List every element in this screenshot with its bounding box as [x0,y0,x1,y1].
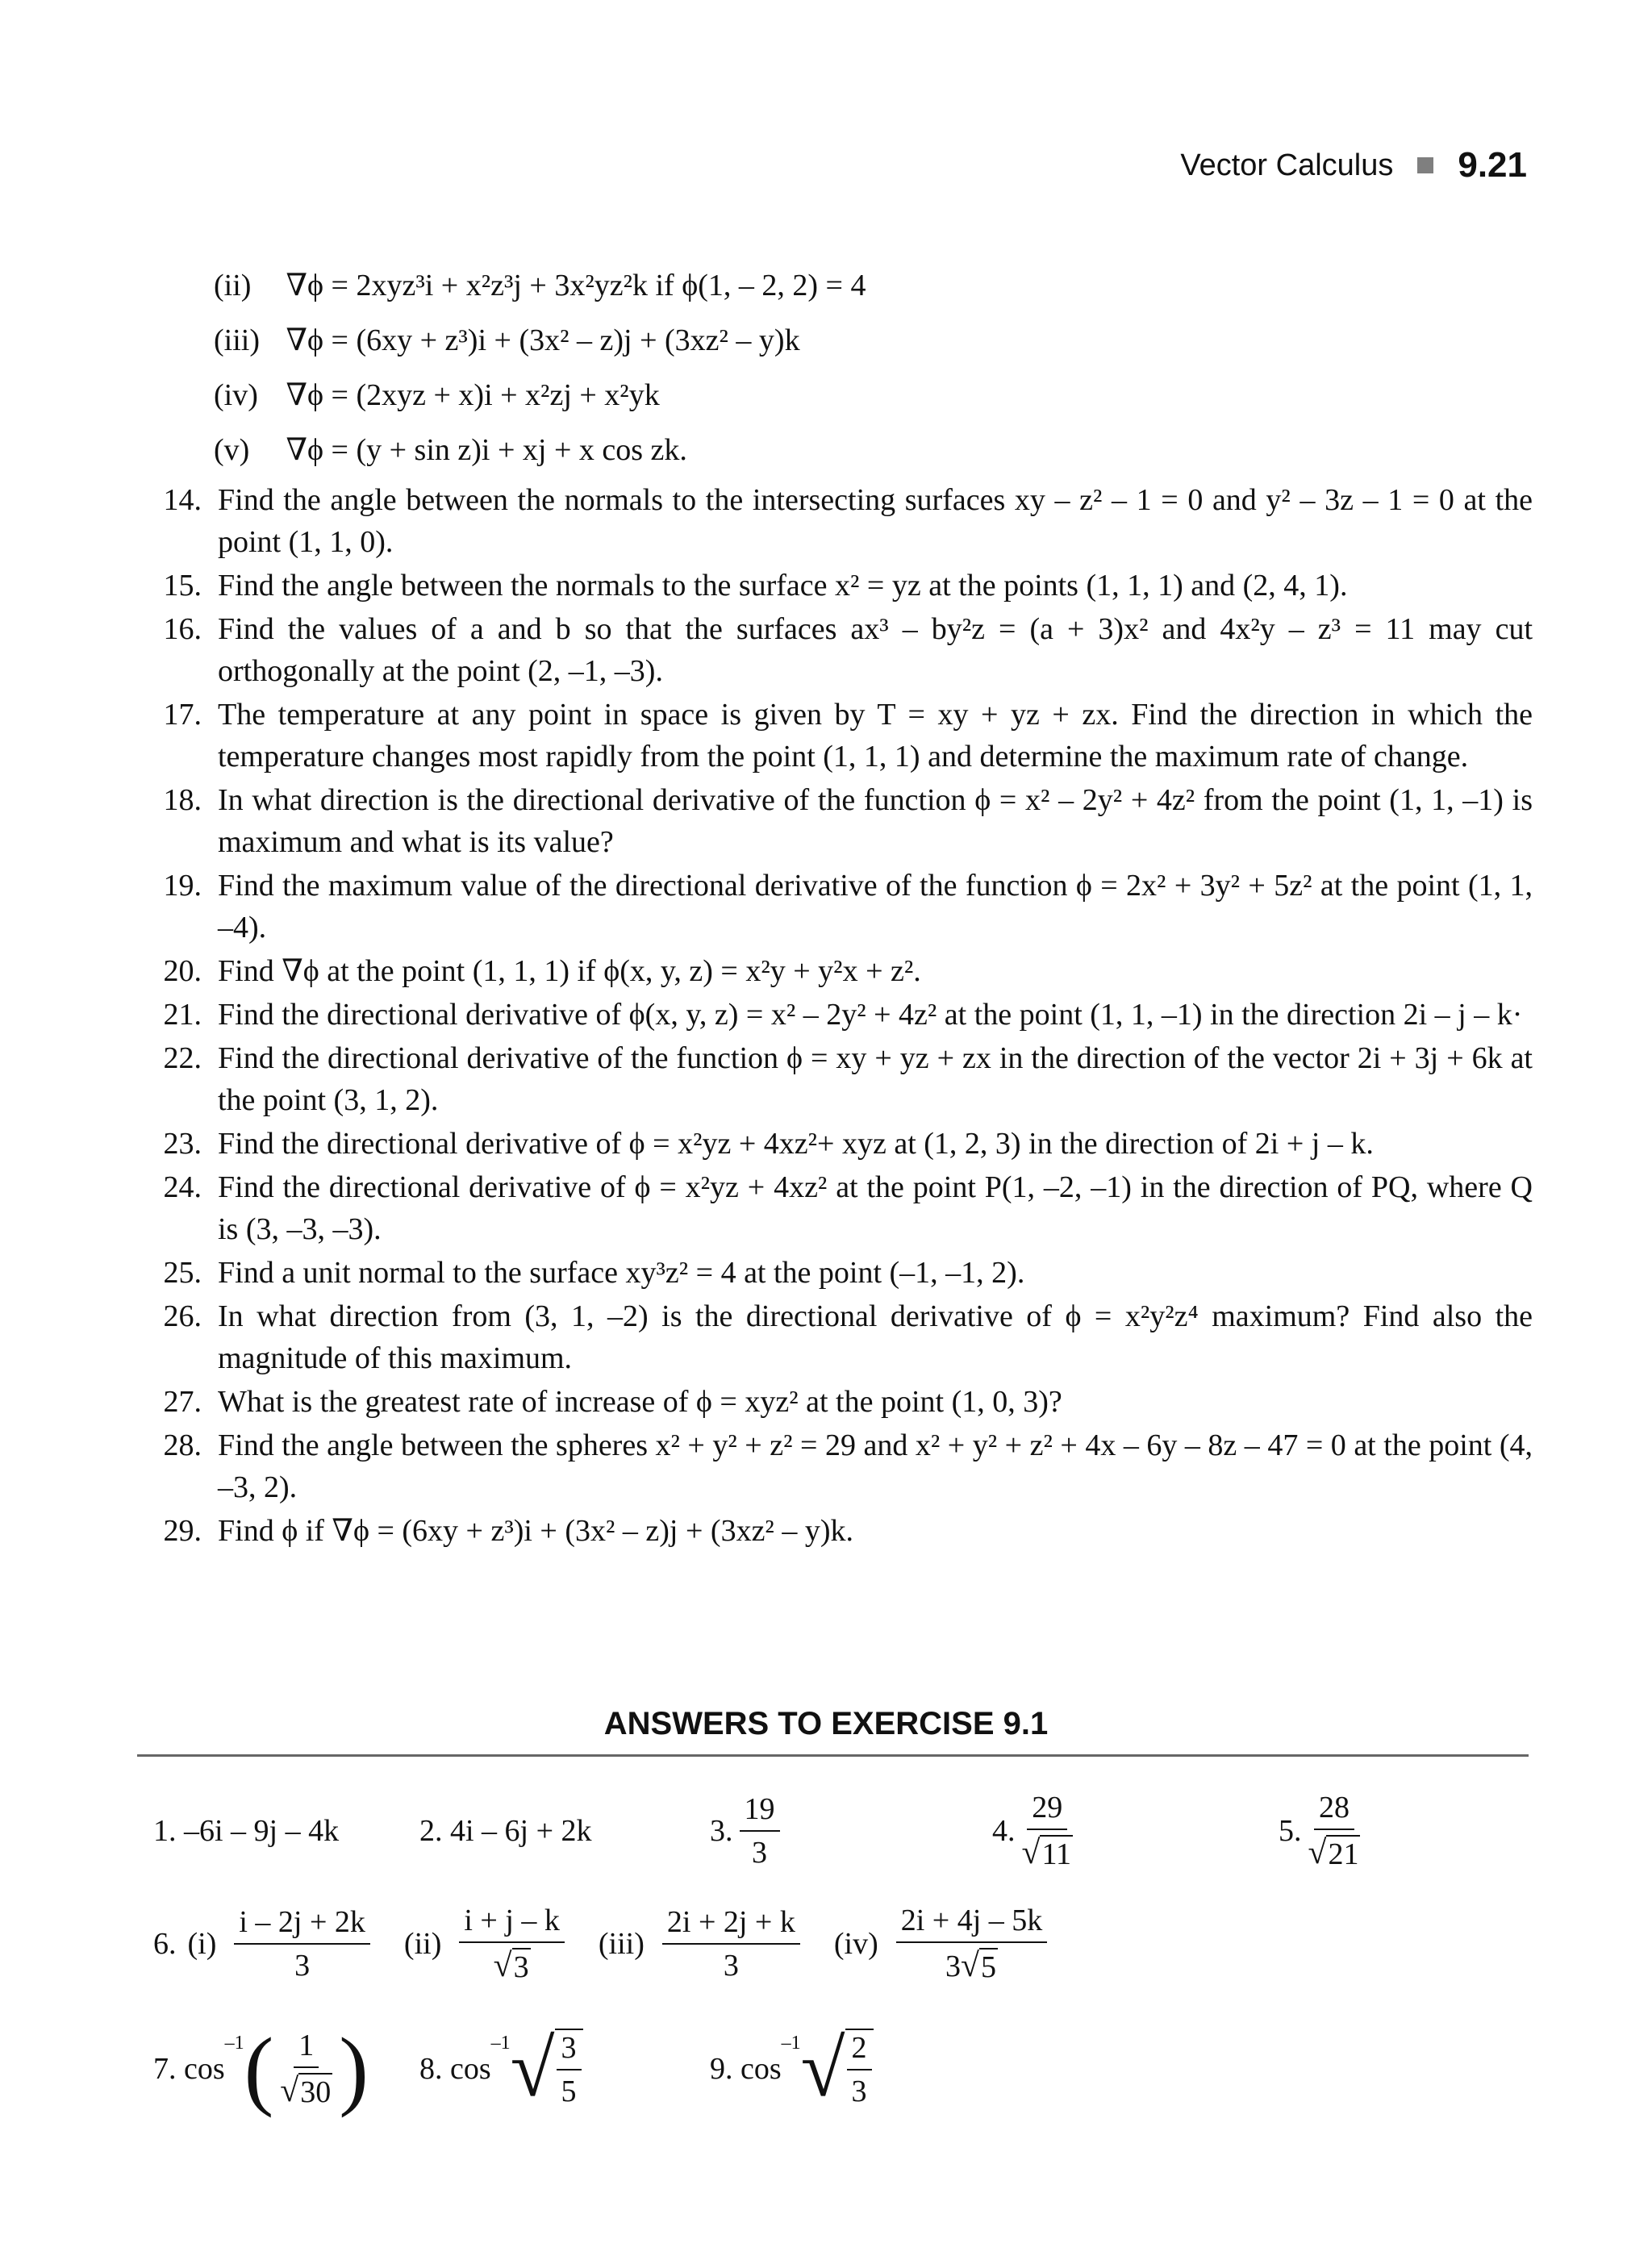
answer-3: 3. $\frac{19}{3}$ [710,1779,786,1883]
radical-icon: √ [961,1947,979,1984]
question-18: 18. In what direction is the directional derivative of the function ϕ = x² – 2y² + 4z² from the point (1, 1, –1) is maximum and what is its value? [163,783,1533,859]
fraction: $\frac{2}{3}$ [845,2029,874,2109]
page-number: 9.21 [1458,145,1527,185]
sqrt: √ 5 [961,1947,996,1984]
subpart-list [214,258,1533,477]
fraction: $\frac{19}{3}$ [740,1791,780,1870]
fraction: i + j – k √ 3 [459,1903,565,1985]
question-28: 28. Find the angle between the spheres x² + y² + z² = 29 and x² + y² + z² + 4x – 6y – 8z – 47 = 0 at the point (4, –3, 2). [163,1428,1533,1504]
subpart-item: (iii) ∇ϕ = (6xy + z³)i + (3x² – z)j + (3xz² – y)k [214,323,800,357]
radical-icon: √ [1308,1834,1327,1871]
radical-icon: √ [280,2072,299,2109]
answer-6: 6. (i) $\frac{i - 2j + 2k}{3}$ (ii) i + j – k √ 3 (iii) $\frac{2i + 2j + k}{3}$ (iv) 2i + 4j – 5k 3 √ 5 [153,1887,1053,2000]
question-17: 17. The temperature at any point in space is given by T = xy + yz + zx. Find the direction in which the temperature changes most rapidly from the point (1, 1, 1) and determine the maximum rate of change. [163,698,1533,774]
fraction: 28 √ 21 [1308,1791,1359,1871]
fraction: 1 √ 30 [280,2029,332,2109]
subpart-item: (iv) ∇ϕ = (2xyz + x)i + x²zj + x²yk [214,378,660,412]
radical-icon: √ [800,2024,845,2113]
subpart-item: (ii) ∇ϕ = 2xyz³i + x²z³j + 3x²yz²k if ϕ(1, – 2, 2) = 4 [214,269,866,302]
question-26: 26. In what direction from (3, 1, –2) is the directional derivative of ϕ = x²y²z⁴ maximum? Find also the magnitude of this maximum. [163,1299,1533,1375]
question-15: 15. Find the angle between the normals to the surface x² = yz at the points (1, 1, 1) and (2, 4, 1). [163,569,1348,603]
fraction: 29 √ 11 [1021,1791,1072,1871]
answer-8: 8. cos $^{-1}$ √ $\frac{3}{5}$ [419,2008,583,2129]
question-21: 21. Find the directional derivative of ϕ(x, y, z) = x² – 2y² + 4z² at the point (1, 1, –1) in the direction 2i – j – k· [163,998,1523,1032]
page-header [1180,145,1527,186]
header-square-icon [1417,157,1433,173]
sqrt: √ 21 [1308,1834,1359,1871]
question-29: 29. Find ϕ if ∇ϕ = (6xy + z³)i + (3x² – z)j + (3xz² – y)k. [163,1514,853,1548]
sqrt [800,2024,874,2113]
sqrt: √ 30 [280,2072,332,2109]
radical-icon: √ [493,1947,512,1984]
sqrt: √ 11 [1021,1834,1072,1871]
question-25: 25. Find a unit normal to the surface xy³z² = 4 at the point (–1, –1, 2). [163,1256,1025,1290]
radical-icon: √ [1021,1834,1041,1871]
answers-divider [137,1754,1529,1757]
answer-5: 5. 28 √ 21 [1279,1791,1359,1871]
radical-icon: √ [510,2024,555,2113]
subpart-item: (v) ∇ϕ = (y + sin z)i + xj + x cos zk. [214,433,687,467]
fraction: 2i + 4j – 5k 3 √ 5 [896,1903,1048,1985]
answer-2: 2. 4i – 6j + 2k [419,1814,592,1848]
answers-heading: ANSWERS TO EXERCISE 9.1 [603,1706,1049,1741]
answer-9: 9. cos $^{-1}$ √ $\frac{2}{3}$ [710,2008,874,2129]
answer-1: 1. –6i – 9j – 4k [153,1814,340,1848]
left-paren: ( [244,2020,274,2118]
question-22: 22. Find the directional derivative of the function ϕ = xy + yz + zx in the direction of the vector 2i + 3j + 6k at the point (3, 1, 2). [163,1041,1533,1117]
running-title: Vector Calculus [1180,148,1394,182]
right-paren: ) [339,2020,369,2118]
answer-4: 4. 29 √ 11 [992,1791,1072,1871]
question-20: 20. Find ∇ϕ at the point (1, 1, 1) if ϕ(x, y, z) = x²y + y²x + z². [163,954,921,988]
fraction: $\frac{2i + 2j + k}{3}$ [662,1904,800,1983]
question-14: 14. Find the angle between the normals to the intersecting surfaces xy – z² – 1 = 0 and y² – 3z – 1 = 0 at the point (1, 1, 0). [163,483,1533,559]
fraction: $\frac{3}{5}$ [555,2029,583,2109]
answer-7: 7. cos $^{-1}$ ( 1 √ 30 ) [153,2020,369,2118]
sqrt [510,2024,583,2113]
fraction: $\frac{i - 2j + 2k}{3}$ [234,1904,370,1983]
question-24: 24. Find the directional derivative of ϕ = x²yz + 4xz² at the point P(1, –2, –1) in the direction of PQ, where Q is (3, –3, –3). [163,1170,1533,1246]
question-23: 23. Find the directional derivative of ϕ = x²yz + 4xz²+ xyz at (1, 2, 3) in the direction of 2i + j – k. [163,1127,1374,1161]
sqrt: √ 3 [493,1947,529,1984]
question-19: 19. Find the maximum value of the directional derivative of the function ϕ = 2x² + 3y² + 5z² at the point (1, 1, –4). [163,869,1533,945]
question-27: 27. What is the greatest rate of increase of ϕ = xyz² at the point (1, 0, 3)? [163,1385,1062,1419]
question-16: 16. Find the values of a and b so that the surfaces ax³ – by²z = (a + 3)x² and 4x²y – z³ = 11 may cut orthogonally at the point (2, –1, –3). [163,612,1533,688]
exercise-list [129,258,1533,1553]
